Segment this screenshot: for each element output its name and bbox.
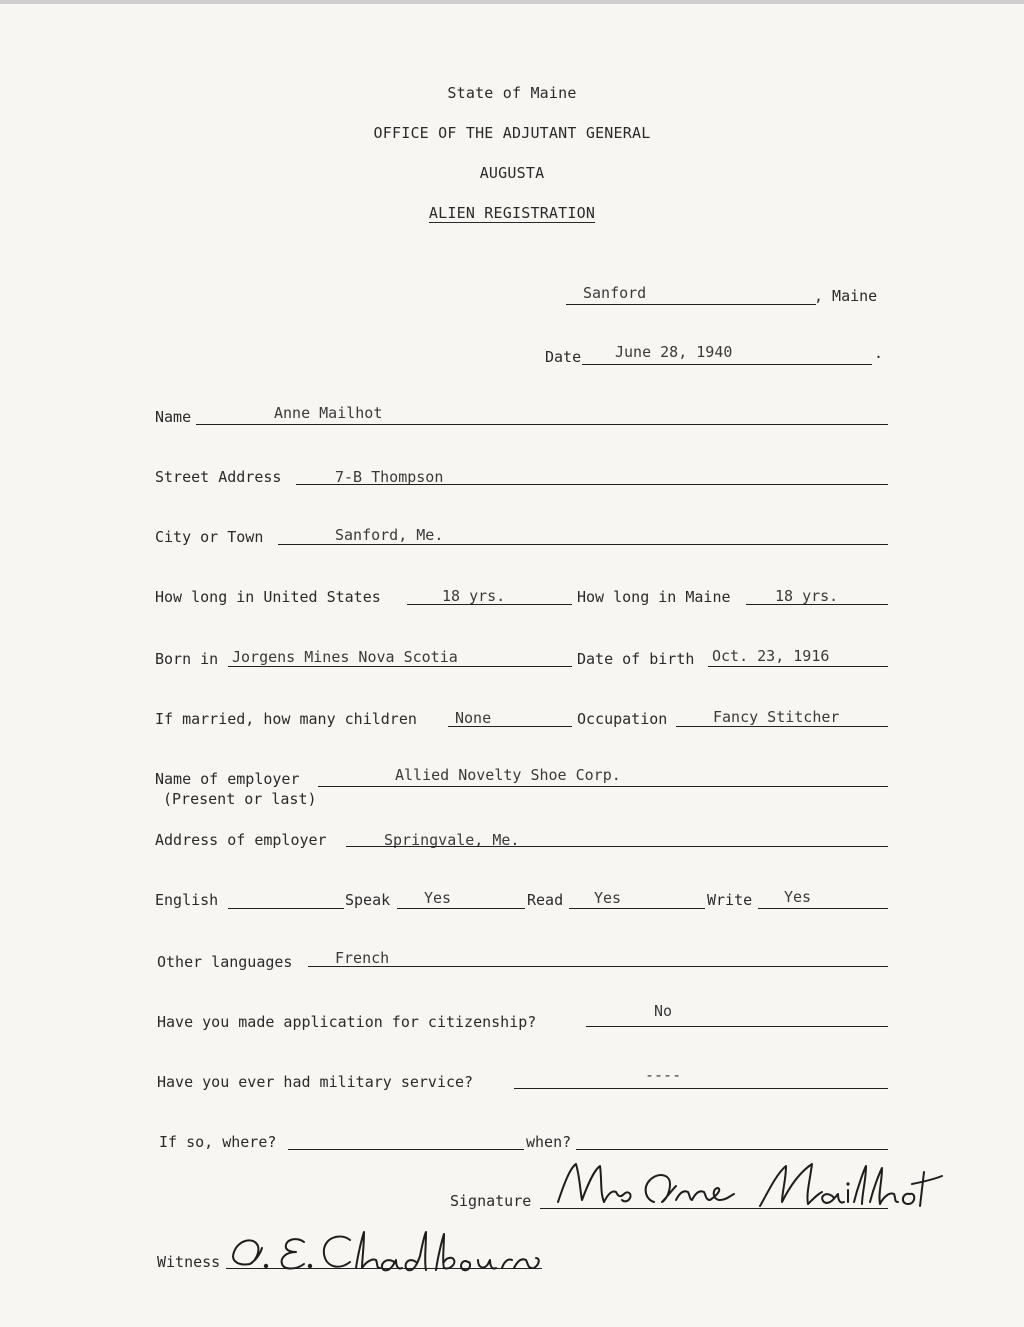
employer-sublabel: (Present or last) [163,790,317,808]
when-label: when? [526,1133,572,1151]
name-label: Name [155,408,192,426]
date-label: Date [545,348,582,366]
english-line [228,908,344,909]
place-value: Sanford [583,284,647,302]
form-title [0,204,1024,222]
occupation-label: Occupation [577,710,668,728]
street-line [296,484,888,485]
children-line [448,726,572,727]
employer-address-line [346,846,888,847]
us-time-label: How long in United States [155,588,381,606]
read-line [569,908,705,909]
maine-time-label: How long in Maine [577,588,731,606]
born-label: Born in [155,650,219,668]
date-value: June 28, 1940 [615,343,733,361]
citizenship-value: No [654,1002,673,1020]
us-time-value: 18 yrs. [442,587,506,605]
date-end: . [874,344,884,362]
name-line [196,424,888,425]
born-value: Jorgens Mines Nova Scotia [232,648,458,666]
place-line [566,304,816,305]
signature-handwriting [550,1150,950,1220]
office-heading: OFFICE OF THE ADJUTANT GENERAL [373,124,651,142]
other-languages-label: Other languages [157,953,293,971]
employer-line [318,786,888,787]
form-title-text: ALIEN REGISTRATION [428,204,596,222]
children-value: None [455,709,492,727]
city-heading: AUGUSTA [479,164,545,182]
witness-signature-handwriting [222,1218,542,1282]
city-line [278,544,888,545]
date-line [582,364,872,365]
employer-address-value: Springvale, Me. [384,831,520,849]
english-label: English [155,891,219,909]
witness-label: Witness [157,1253,221,1271]
signature-label: Signature [450,1192,532,1210]
citizenship-label: Have you made application for citizenship? [157,1013,537,1031]
city-value: Sanford, Me. [335,526,444,544]
read-label: Read [527,891,564,909]
employer-value: Allied Novelty Shoe Corp. [395,766,621,784]
write-label: Write [707,891,753,909]
street-value: 7-B Thompson [335,468,444,486]
where-label: If so, where? [159,1133,277,1151]
city-label: City or Town [155,528,264,546]
dob-line [708,666,888,667]
maine-time-line [746,604,888,605]
employer-label: Name of employer [155,770,300,788]
us-time-line [407,604,572,605]
place-suffix: , Maine [814,287,878,305]
military-label: Have you ever had military service? [157,1073,474,1091]
state-heading: State of Maine [447,84,577,102]
speak-label: Speak [345,891,391,909]
other-languages-line [308,966,888,967]
citizenship-line [586,1026,888,1027]
born-line [228,666,572,667]
speak-value: Yes [424,889,452,907]
name-value: Anne Mailhot [274,404,383,422]
write-value: Yes [784,888,812,906]
occupation-value: Fancy Stitcher [713,708,840,726]
where-line [288,1149,524,1150]
write-line [758,908,888,909]
children-label: If married, how many children [155,710,417,728]
dob-value: Oct. 23, 1916 [712,647,830,665]
dob-label: Date of birth [577,650,695,668]
read-value: Yes [594,889,622,907]
occupation-line [676,726,888,727]
scan-edge [0,0,1024,4]
military-value: ---- [645,1066,682,1084]
employer-address-label: Address of employer [155,831,327,849]
maine-time-value: 18 yrs. [775,587,839,605]
other-languages-value: French [335,949,390,967]
military-line [514,1088,888,1089]
speak-line [397,908,525,909]
street-label: Street Address [155,468,282,486]
